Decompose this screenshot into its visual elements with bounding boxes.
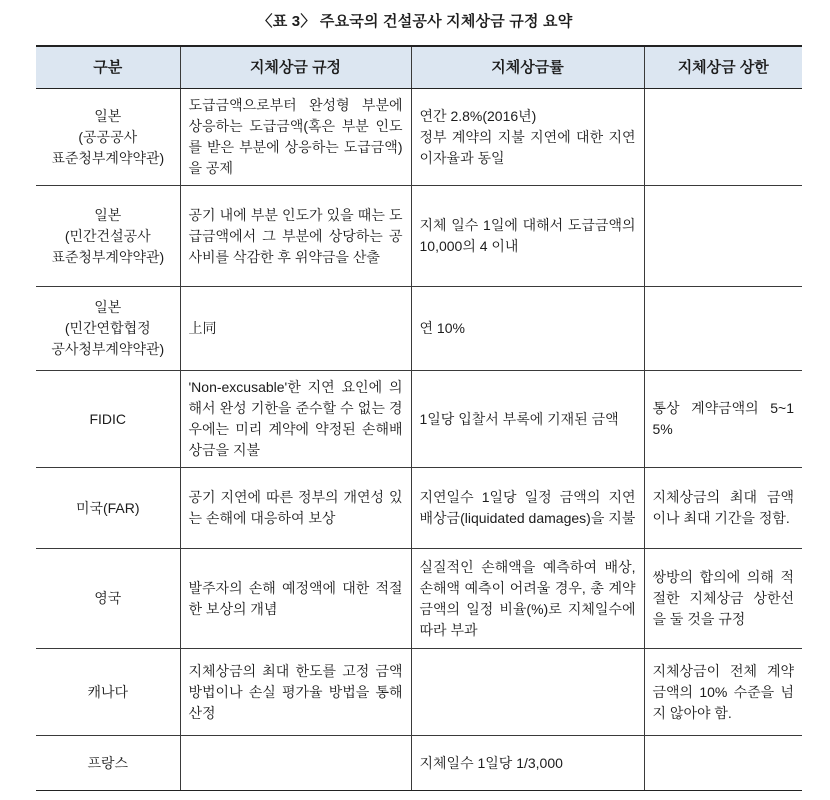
- cell-rule: [180, 371, 411, 468]
- cell-rate: [411, 736, 644, 791]
- cell-rate: [411, 89, 644, 186]
- rate-text: 연간 2.8%(2016년): [419, 107, 537, 124]
- table-row: [36, 549, 802, 649]
- cell-cap: [644, 89, 802, 186]
- category-line: FIDIC: [89, 410, 127, 427]
- rate-text: 1일당 입찰서 부록에 기재된 금액: [419, 410, 619, 427]
- table-row: [36, 287, 802, 371]
- cell-cap: [644, 371, 802, 468]
- cell-cap: [644, 549, 802, 649]
- table-row: [36, 468, 802, 549]
- table-row: [36, 89, 802, 186]
- cell-category: [36, 287, 180, 371]
- cell-category: [36, 468, 180, 549]
- cell-category: [36, 371, 180, 468]
- summary-table: [36, 45, 802, 791]
- rule-text: 'Non-excusable'한 지연 요인에 의해서 완성 기한을 준수할 수 없는 경우에는 미리 계약에 약정된 손해배상금을 지불: [188, 379, 403, 458]
- header-row: [36, 46, 802, 89]
- cap-text: 쌍방의 합의에 의해 적절한 지체상금 상한선을 둘 것을 규정: [652, 569, 794, 627]
- cell-category: [36, 186, 180, 287]
- cell-cap: [644, 468, 802, 549]
- cap-text: 통상 계약금액의 5~15%: [652, 400, 794, 437]
- table-row: [36, 736, 802, 791]
- category-line: 표준청부계약약관): [51, 248, 165, 265]
- cell-rule: [180, 549, 411, 649]
- cell-rate: [411, 468, 644, 549]
- cell-rate: [411, 549, 644, 649]
- cell-rule: [180, 89, 411, 186]
- table-row: [36, 186, 802, 287]
- cell-cap: [644, 186, 802, 287]
- header-rate: 지체상금률: [411, 46, 644, 89]
- cell-rate: [411, 371, 644, 468]
- cell-category: [36, 89, 180, 186]
- cell-category: [36, 649, 180, 736]
- category-line: 캐나다: [87, 683, 129, 700]
- category-line: 프랑스: [87, 754, 129, 771]
- cell-cap: [644, 287, 802, 371]
- cell-rule: [180, 736, 411, 791]
- rate-text: 지체일수 1일당 1/3,000: [419, 754, 563, 771]
- cell-rate: [411, 287, 644, 371]
- cell-category: [36, 736, 180, 791]
- cell-rule: [180, 468, 411, 549]
- category-line: 일본: [94, 299, 122, 315]
- category-line: 미국(FAR): [75, 499, 140, 516]
- rate-text: 지체 일수 1일에 대해서 도급금액의 10,000의 4 이내: [419, 217, 636, 254]
- header-rule: 지체상금 규정: [180, 46, 411, 89]
- rule-text: 지체상금의 최대 한도를 고정 금액 방법이나 손실 평가율 방법을 통해 산정: [188, 662, 403, 721]
- rule-text: 上同: [188, 320, 217, 336]
- table-row: [36, 649, 802, 736]
- rule-text: 공기 내에 부분 인도가 있을 때는 도급금액에서 그 부분에 상당하는 공사비를 삭감한 후 위약금을 산출: [188, 206, 403, 265]
- table-row: [36, 371, 802, 468]
- category-line: (민간건설공사: [64, 227, 151, 244]
- cell-rate: [411, 649, 644, 736]
- cell-rule: [180, 649, 411, 736]
- header-cap: 지체상금 상한: [644, 46, 802, 89]
- rate-text: 실질적인 손해액을 예측하여 배상, 손해액 예측이 어려울 경우, 총 계약금액의 일정 비율(%)로 지체일수에 따라 부과: [419, 558, 636, 638]
- table-title: 〈표 3〉 주요국의 건설공사 지체상금 규정 요약: [257, 13, 573, 30]
- cap-text: 지체상금의 최대 금액이나 최대 기간을 정함.: [652, 489, 794, 526]
- rule-text: 공기 지연에 따른 정부의 개연성 있는 손해에 대응하여 보상: [188, 489, 403, 526]
- category-line: 일본: [94, 107, 122, 124]
- category-line: 영국: [94, 590, 122, 606]
- cell-rule: [180, 186, 411, 287]
- rate-text: 연 10%: [419, 320, 465, 336]
- category-line: 공사청부계약약관): [51, 341, 165, 357]
- cell-rule: [180, 287, 411, 371]
- cell-rate: [411, 186, 644, 287]
- category-line: (공공공사: [78, 128, 138, 145]
- cell-cap: [644, 736, 802, 791]
- rate-text: 지연일수 1일당 일정 금액의 지연 배상금(liquidated damages)을 지불: [419, 489, 636, 526]
- rule-text: 발주자의 손해 예정액에 대한 적절한 보상의 개념: [188, 579, 403, 617]
- header-category: 구분: [36, 46, 180, 89]
- category-line: 일본: [94, 206, 122, 223]
- rate-text: 정부 계약의 지불 지연에 대한 지연 이자율과 동일: [419, 128, 636, 166]
- cap-text: 지체상금이 전체 계약금액의 10% 수준을 넘지 않아야 함.: [652, 662, 794, 721]
- category-line: 표준청부계약약관): [51, 149, 165, 166]
- cell-cap: [644, 649, 802, 736]
- cell-category: [36, 549, 180, 649]
- category-line: (민간연합협정: [64, 320, 151, 336]
- rule-text: 도급금액으로부터 완성형 부분에 상응하는 도급금액(혹은 부분 인도를 받은 부분에 상응하는 도급금액)을 공제: [188, 97, 403, 176]
